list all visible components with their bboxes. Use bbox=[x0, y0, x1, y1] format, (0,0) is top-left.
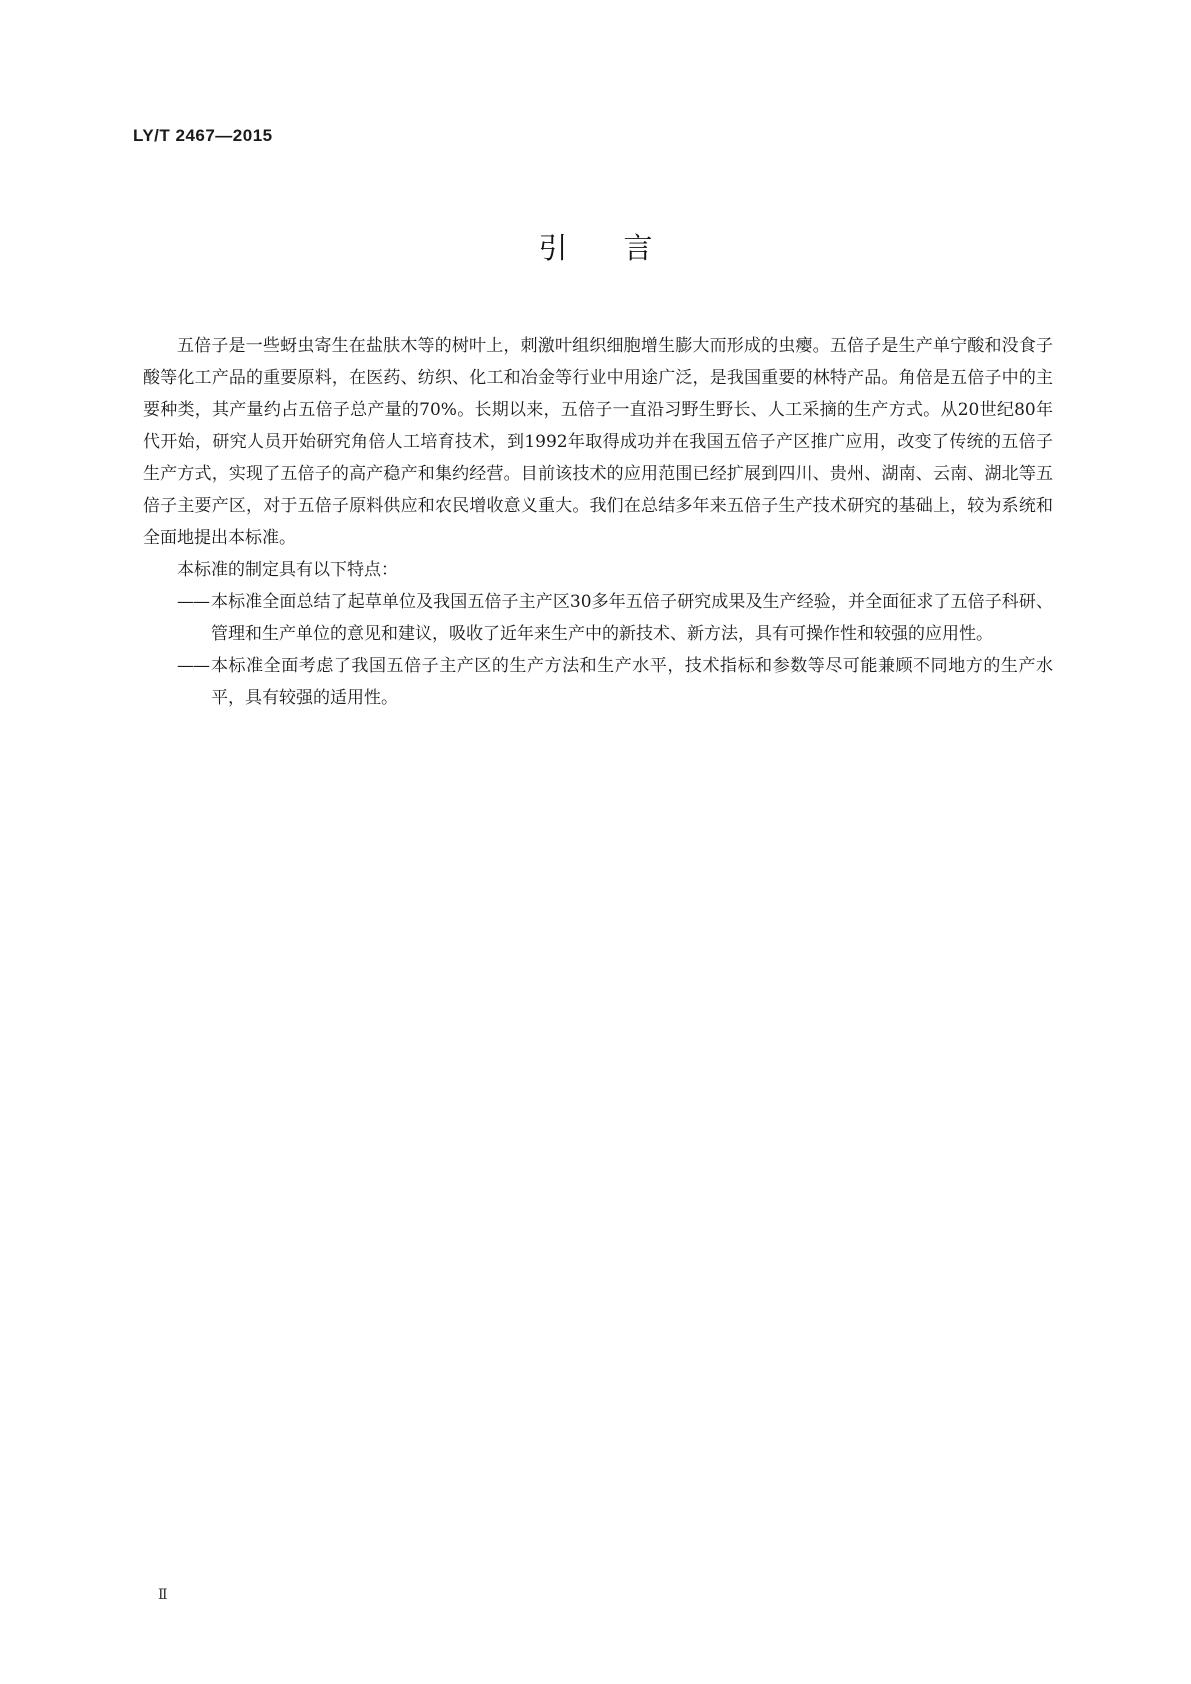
list-item bbox=[143, 586, 1053, 650]
list-item bbox=[143, 650, 1053, 714]
feature-list bbox=[143, 586, 1053, 714]
body-text bbox=[143, 330, 1053, 714]
paragraph-features-lead: 本标准的制定具有以下特点： bbox=[177, 560, 398, 580]
page-number: Ⅱ bbox=[158, 1587, 168, 1603]
list-item-text: 本标准全面总结了起草单位及我国五倍子主产区30多年五倍子研究成果及生产经验，并全面征求了五倍子科研、管理和生产单位的意见和建议，吸收了近年来生产中的新技术、新方法，具有可操作性和较强的应用性。 bbox=[211, 592, 1053, 644]
standard-number: LY/T 2467—2015 bbox=[133, 126, 273, 145]
page-title: 引言 bbox=[538, 231, 709, 265]
list-dash: —— bbox=[177, 656, 209, 676]
paragraph-intro: 五倍子是一些蚜虫寄生在盐肤木等的树叶上，刺激叶组织细胞增生膨大而形成的虫瘿。五倍子是生产单宁酸和没食子酸等化工产品的重要原料，在医药、纺织、化工和冶金等行业中用途广泛，是我国重要的林特产品。角倍是五倍子中的主要种类，其产量约占五倍子总产量的70%。长期以来，五倍子一直沿习野生野长、人工采摘的生产方式。从20世纪80年代开始，研究人员开始研究角倍人工培育技术，到1992年取得成功并在我国五倍子产区推广应用，改变了传统的五倍子生产方式，实现了五倍子的高产稳产和集约经营。目前该技术的应用范围已经扩展到四川、贵州、湖南、云南、湖北等五倍子主要产区，对于五倍子原料供应和农民增收意义重大。我们在总结多年来五倍子生产技术研究的基础上，较为系统和全面地提出本标准。 bbox=[143, 336, 1053, 548]
list-item-text: 本标准全面考虑了我国五倍子主产区的生产方法和生产水平，技术指标和参数等尽可能兼顾不同地方的生产水平，具有较强的适用性。 bbox=[211, 656, 1053, 708]
list-dash: —— bbox=[177, 592, 209, 612]
